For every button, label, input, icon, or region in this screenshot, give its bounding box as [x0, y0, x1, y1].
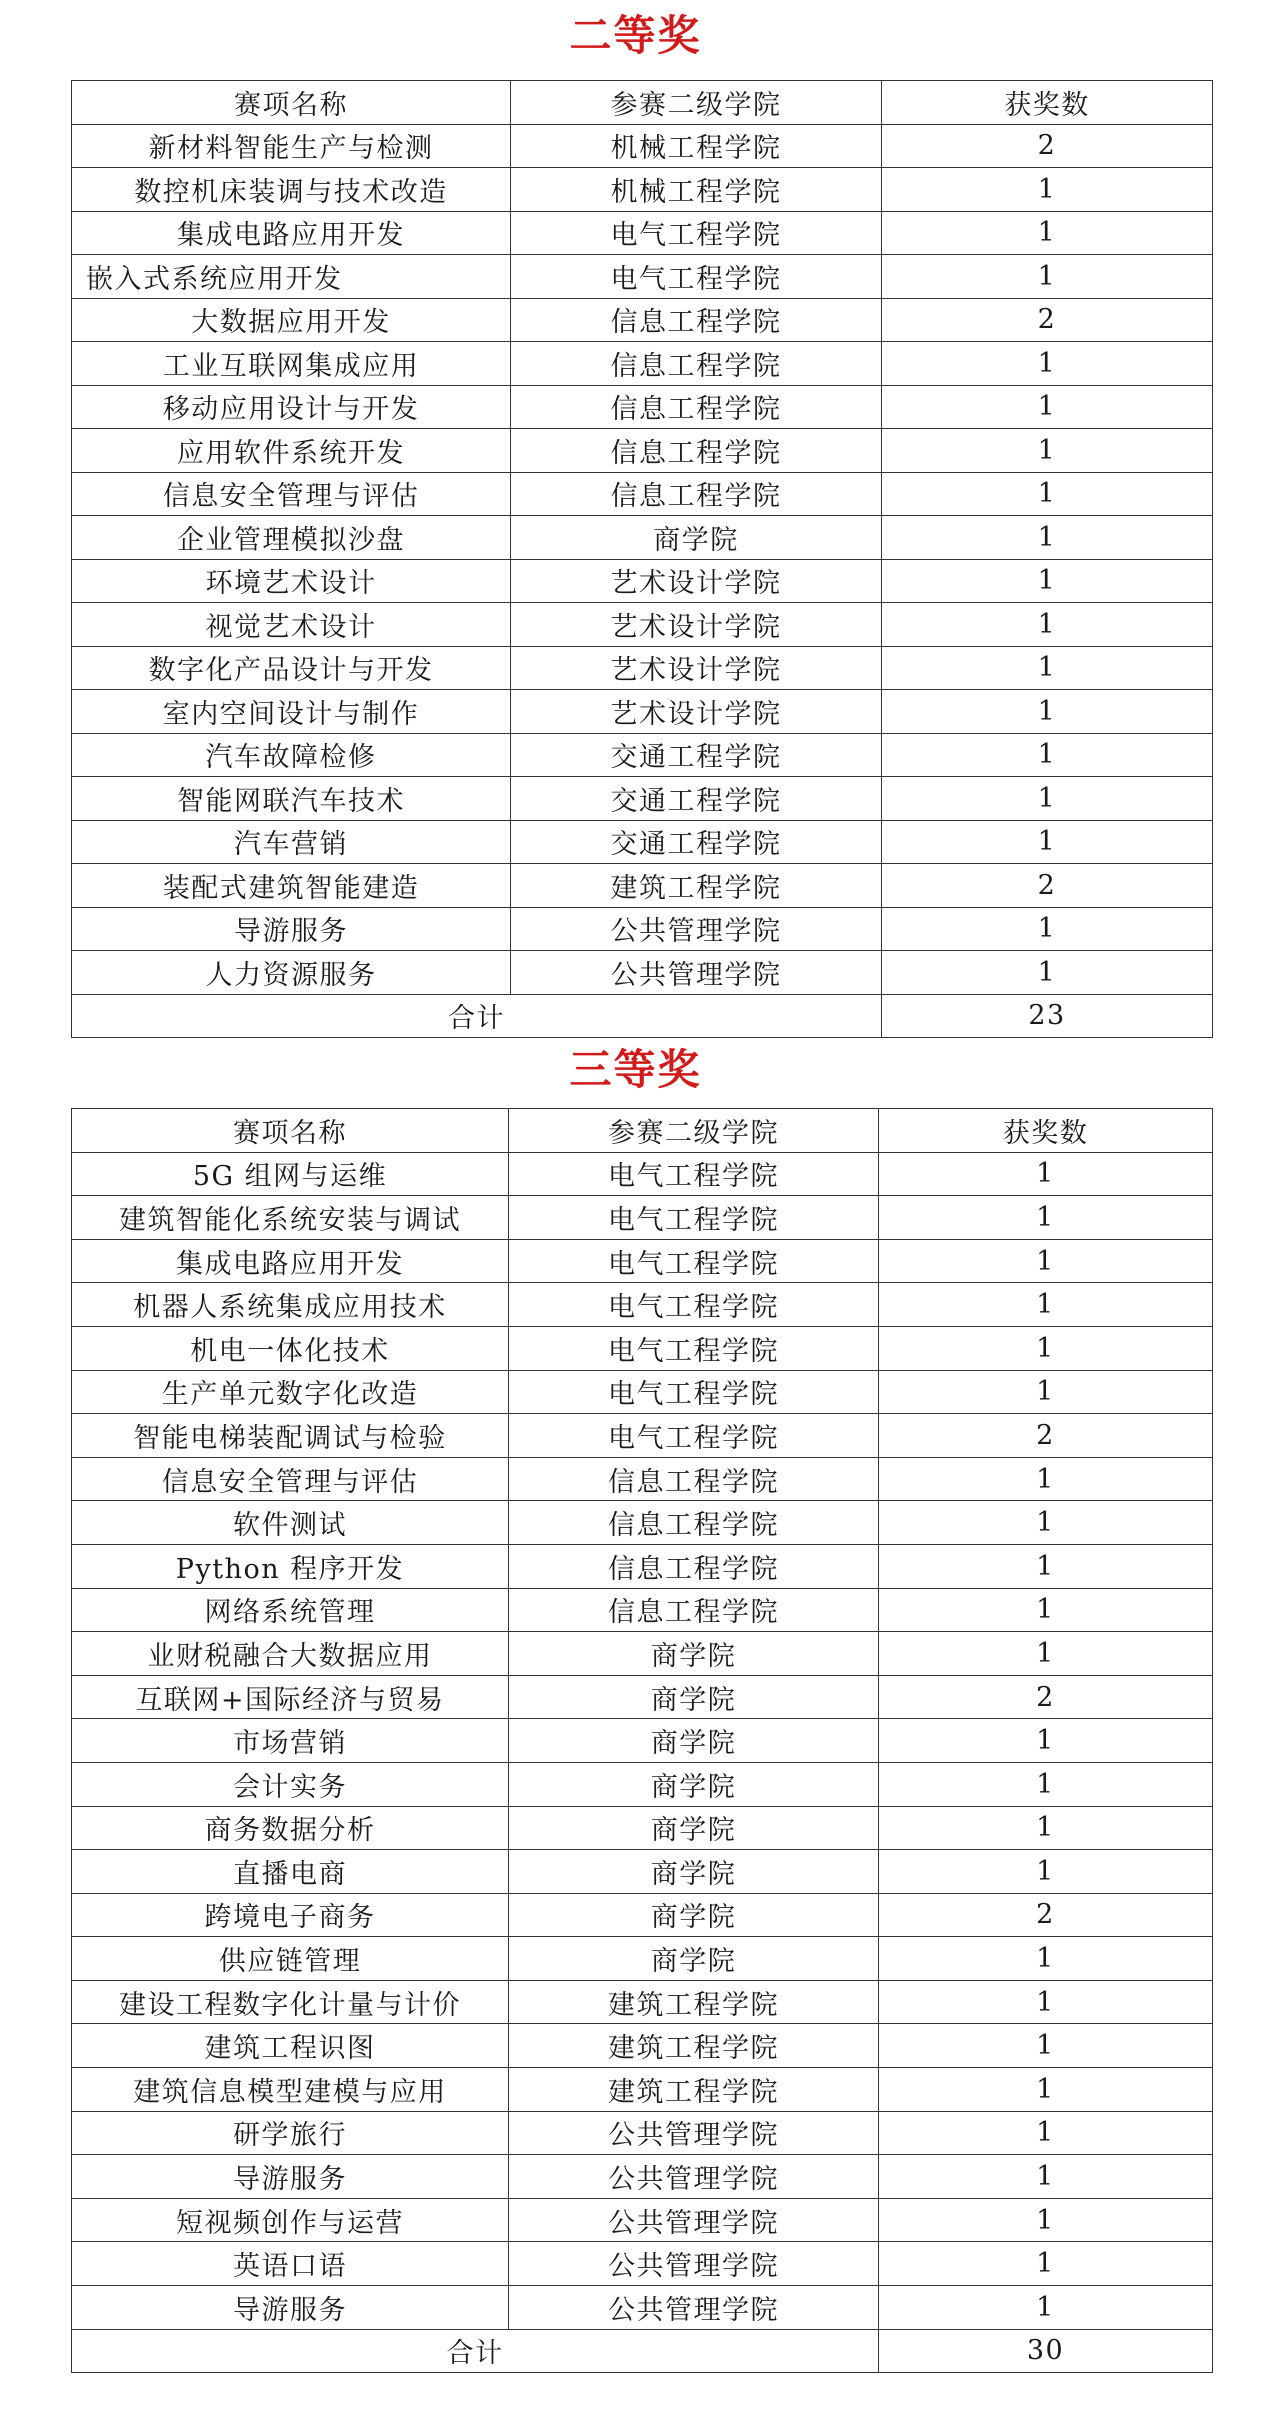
college-cell: 信息工程学院 [511, 472, 882, 516]
event-name-cell: 短视频创作与运营 [72, 2198, 509, 2242]
table-row [72, 1675, 1213, 1719]
event-name-cell: 集成电路应用开发 [72, 211, 511, 255]
header-award-count: 获奖数 [882, 81, 1213, 125]
award-count-cell: 1 [879, 1937, 1213, 1981]
table-row [72, 124, 1213, 168]
table-row [72, 211, 1213, 255]
award-count-cell: 1 [882, 516, 1213, 560]
table-row [72, 255, 1213, 299]
event-name-cell: 嵌入式系统应用开发 [72, 255, 511, 299]
award-count-cell: 1 [882, 907, 1213, 951]
event-name-cell: 汽车故障检修 [72, 733, 511, 777]
table-row [72, 907, 1213, 951]
header-college: 参赛二级学院 [511, 81, 882, 125]
table-row [72, 385, 1213, 429]
third-prize-title: 三等奖 [569, 1045, 702, 1094]
award-count-cell: 1 [882, 777, 1213, 821]
event-name-cell: 工业互联网集成应用 [72, 342, 511, 386]
event-name-cell: 建设工程数字化计量与计价 [72, 1980, 509, 2024]
award-count-cell: 1 [882, 255, 1213, 299]
college-cell: 信息工程学院 [509, 1588, 879, 1632]
award-count-cell: 1 [879, 1370, 1213, 1414]
table-row [72, 1239, 1213, 1283]
college-cell: 电气工程学院 [509, 1370, 879, 1414]
award-count-cell: 1 [879, 1457, 1213, 1501]
college-cell: 电气工程学院 [511, 211, 882, 255]
table-row [72, 1632, 1213, 1676]
table-row [72, 342, 1213, 386]
event-name-cell: 室内空间设计与制作 [72, 690, 511, 734]
award-count-cell: 1 [882, 733, 1213, 777]
second-prize-title: 二等奖 [569, 11, 702, 60]
award-count-cell: 1 [879, 1632, 1213, 1676]
award-count-cell: 1 [879, 2286, 1213, 2330]
college-cell: 公共管理学院 [509, 2155, 879, 2199]
award-count-cell: 1 [882, 690, 1213, 734]
award-count-cell: 1 [879, 1544, 1213, 1588]
college-cell: 电气工程学院 [509, 1196, 879, 1240]
award-count-cell: 2 [882, 124, 1213, 168]
college-cell: 公共管理学院 [511, 907, 882, 951]
table-row [72, 1370, 1213, 1414]
college-cell: 电气工程学院 [509, 1283, 879, 1327]
college-cell: 公共管理学院 [511, 951, 882, 995]
award-count-cell: 2 [882, 864, 1213, 908]
event-name-cell: 业财税融合大数据应用 [72, 1632, 509, 1676]
event-name-cell: 应用软件系统开发 [72, 429, 511, 473]
award-count-cell: 1 [882, 951, 1213, 995]
award-count-cell: 1 [879, 2068, 1213, 2112]
table-row [72, 1544, 1213, 1588]
table-header-row [72, 1109, 1213, 1153]
table-row [72, 1588, 1213, 1632]
event-name-cell: 企业管理模拟沙盘 [72, 516, 511, 560]
event-name-cell: 商务数据分析 [72, 1806, 509, 1850]
award-count-cell: 1 [879, 1283, 1213, 1327]
table-row [72, 1762, 1213, 1806]
award-count-cell: 1 [882, 342, 1213, 386]
college-cell: 电气工程学院 [509, 1326, 879, 1370]
table-row [72, 298, 1213, 342]
event-name-cell: 新材料智能生产与检测 [72, 124, 511, 168]
table-row [72, 2198, 1213, 2242]
table-row [72, 951, 1213, 995]
award-count-cell: 1 [882, 820, 1213, 864]
header-college: 参赛二级学院 [509, 1109, 879, 1153]
award-count-cell: 1 [879, 1196, 1213, 1240]
table-row [72, 168, 1213, 212]
college-cell: 信息工程学院 [511, 298, 882, 342]
college-cell: 交通工程学院 [511, 733, 882, 777]
college-cell: 信息工程学院 [509, 1501, 879, 1545]
total-value: 23 [882, 994, 1213, 1038]
college-cell: 交通工程学院 [511, 777, 882, 821]
total-value: 30 [879, 2329, 1213, 2373]
college-cell: 公共管理学院 [509, 2111, 879, 2155]
college-cell: 信息工程学院 [509, 1457, 879, 1501]
award-count-cell: 1 [879, 1501, 1213, 1545]
table-row [72, 777, 1213, 821]
event-name-cell: 会计实务 [72, 1762, 509, 1806]
award-count-cell: 1 [882, 168, 1213, 212]
college-cell: 商学院 [509, 1937, 879, 1981]
event-name-cell: 智能电梯装配调试与检验 [72, 1414, 509, 1458]
table-row [72, 820, 1213, 864]
college-cell: 电气工程学院 [509, 1414, 879, 1458]
award-count-cell: 1 [882, 559, 1213, 603]
award-count-cell: 1 [879, 1850, 1213, 1894]
college-cell: 电气工程学院 [509, 1239, 879, 1283]
second-prize-table-body [72, 81, 1213, 1038]
event-name-cell: Python 程序开发 [72, 1544, 509, 1588]
event-name-cell: 装配式建筑智能建造 [72, 864, 511, 908]
table-row [72, 559, 1213, 603]
table-row [72, 690, 1213, 734]
event-name-cell: 信息安全管理与评估 [72, 472, 511, 516]
award-count-cell: 1 [879, 1326, 1213, 1370]
award-count-cell: 1 [882, 429, 1213, 473]
table-row [72, 1196, 1213, 1240]
event-name-cell: 建筑信息模型建模与应用 [72, 2068, 509, 2112]
event-name-cell: 网络系统管理 [72, 1588, 509, 1632]
college-cell: 建筑工程学院 [509, 2068, 879, 2112]
college-cell: 艺术设计学院 [511, 690, 882, 734]
award-count-cell: 1 [879, 1239, 1213, 1283]
college-cell: 信息工程学院 [511, 385, 882, 429]
event-name-cell: 建筑工程识图 [72, 2024, 509, 2068]
college-cell: 信息工程学院 [509, 1544, 879, 1588]
award-count-cell: 2 [879, 1414, 1213, 1458]
college-cell: 建筑工程学院 [509, 1980, 879, 2024]
table-row [72, 1850, 1213, 1894]
total-label: 合计 [72, 2329, 879, 2373]
college-cell: 商学院 [511, 516, 882, 560]
event-name-cell: 导游服务 [72, 2286, 509, 2330]
event-name-cell: 大数据应用开发 [72, 298, 511, 342]
college-cell: 公共管理学院 [509, 2198, 879, 2242]
college-cell: 电气工程学院 [509, 1152, 879, 1196]
award-count-cell: 1 [879, 1980, 1213, 2024]
third-prize-table [71, 1108, 1213, 2373]
table-row [72, 2024, 1213, 2068]
table-header-row [72, 81, 1213, 125]
event-name-cell: 视觉艺术设计 [72, 603, 511, 647]
table-row [72, 1152, 1213, 1196]
college-cell: 商学院 [509, 1806, 879, 1850]
table-row [72, 429, 1213, 473]
table-row [72, 472, 1213, 516]
event-name-cell: 数控机床装调与技术改造 [72, 168, 511, 212]
event-name-cell: 英语口语 [72, 2242, 509, 2286]
event-name-cell: 数字化产品设计与开发 [72, 646, 511, 690]
college-cell: 机械工程学院 [511, 124, 882, 168]
table-row [72, 1893, 1213, 1937]
table-row [72, 1980, 1213, 2024]
event-name-cell: 人力资源服务 [72, 951, 511, 995]
college-cell: 艺术设计学院 [511, 646, 882, 690]
college-cell: 商学院 [509, 1850, 879, 1894]
event-name-cell: 机电一体化技术 [72, 1326, 509, 1370]
award-count-cell: 1 [879, 2111, 1213, 2155]
college-cell: 交通工程学院 [511, 820, 882, 864]
event-name-cell: 建筑智能化系统安装与调试 [72, 1196, 509, 1240]
award-count-cell: 1 [879, 2198, 1213, 2242]
college-cell: 建筑工程学院 [511, 864, 882, 908]
event-name-cell: 5G 组网与运维 [72, 1152, 509, 1196]
college-cell: 建筑工程学院 [509, 2024, 879, 2068]
award-count-cell: 1 [879, 2242, 1213, 2286]
event-name-cell: 直播电商 [72, 1850, 509, 1894]
college-cell: 电气工程学院 [511, 255, 882, 299]
college-cell: 艺术设计学院 [511, 603, 882, 647]
college-cell: 公共管理学院 [509, 2242, 879, 2286]
event-name-cell: 跨境电子商务 [72, 1893, 509, 1937]
table-row [72, 1326, 1213, 1370]
college-cell: 商学院 [509, 1632, 879, 1676]
header-award-count: 获奖数 [879, 1109, 1213, 1153]
total-row [72, 994, 1213, 1038]
table-row [72, 733, 1213, 777]
event-name-cell: 移动应用设计与开发 [72, 385, 511, 429]
college-cell: 商学院 [509, 1719, 879, 1763]
award-count-cell: 1 [882, 646, 1213, 690]
table-row [72, 603, 1213, 647]
event-name-cell: 环境艺术设计 [72, 559, 511, 603]
event-name-cell: 汽车营销 [72, 820, 511, 864]
table-row [72, 2286, 1213, 2330]
award-count-cell: 2 [879, 1893, 1213, 1937]
event-name-cell: 软件测试 [72, 1501, 509, 1545]
event-name-cell: 导游服务 [72, 2155, 509, 2199]
table-row [72, 2155, 1213, 2199]
college-cell: 信息工程学院 [511, 429, 882, 473]
event-name-cell: 智能网联汽车技术 [72, 777, 511, 821]
total-label: 合计 [72, 994, 882, 1038]
event-name-cell: 集成电路应用开发 [72, 1239, 509, 1283]
award-count-cell: 1 [882, 385, 1213, 429]
event-name-cell: 市场营销 [72, 1719, 509, 1763]
award-count-cell: 1 [879, 1762, 1213, 1806]
table-row [72, 2111, 1213, 2155]
table-row [72, 2242, 1213, 2286]
table-row [72, 1414, 1213, 1458]
college-cell: 机械工程学院 [511, 168, 882, 212]
total-row [72, 2329, 1213, 2373]
table-row [72, 864, 1213, 908]
award-count-cell: 1 [882, 472, 1213, 516]
college-cell: 商学院 [509, 1762, 879, 1806]
award-count-cell: 1 [879, 2024, 1213, 2068]
award-count-cell: 2 [879, 1675, 1213, 1719]
table-row [72, 1501, 1213, 1545]
table-row [72, 646, 1213, 690]
award-count-cell: 1 [879, 1806, 1213, 1850]
college-cell: 商学院 [509, 1675, 879, 1719]
event-name-cell: 信息安全管理与评估 [72, 1457, 509, 1501]
award-count-cell: 1 [879, 2155, 1213, 2199]
award-count-cell: 2 [882, 298, 1213, 342]
college-cell: 信息工程学院 [511, 342, 882, 386]
event-name-cell: 导游服务 [72, 907, 511, 951]
event-name-cell: 机器人系统集成应用技术 [72, 1283, 509, 1327]
event-name-cell: 供应链管理 [72, 1937, 509, 1981]
college-cell: 公共管理学院 [509, 2286, 879, 2330]
table-row [72, 1806, 1213, 1850]
table-row [72, 1937, 1213, 1981]
header-event-name: 赛项名称 [72, 1109, 509, 1153]
header-event-name: 赛项名称 [72, 81, 511, 125]
table-row [72, 1719, 1213, 1763]
table-row [72, 516, 1213, 560]
college-cell: 商学院 [509, 1893, 879, 1937]
award-count-cell: 1 [882, 603, 1213, 647]
third-prize-table-body [72, 1109, 1213, 2373]
table-row [72, 2068, 1213, 2112]
college-cell: 艺术设计学院 [511, 559, 882, 603]
award-count-cell: 1 [879, 1588, 1213, 1632]
table-row [72, 1283, 1213, 1327]
event-name-cell: 研学旅行 [72, 2111, 509, 2155]
award-count-cell: 1 [879, 1719, 1213, 1763]
second-prize-table [71, 80, 1213, 1038]
award-count-cell: 1 [882, 211, 1213, 255]
event-name-cell: 生产单元数字化改造 [72, 1370, 509, 1414]
table-row [72, 1457, 1213, 1501]
event-name-cell: 互联网+国际经济与贸易 [72, 1675, 509, 1719]
award-count-cell: 1 [879, 1152, 1213, 1196]
